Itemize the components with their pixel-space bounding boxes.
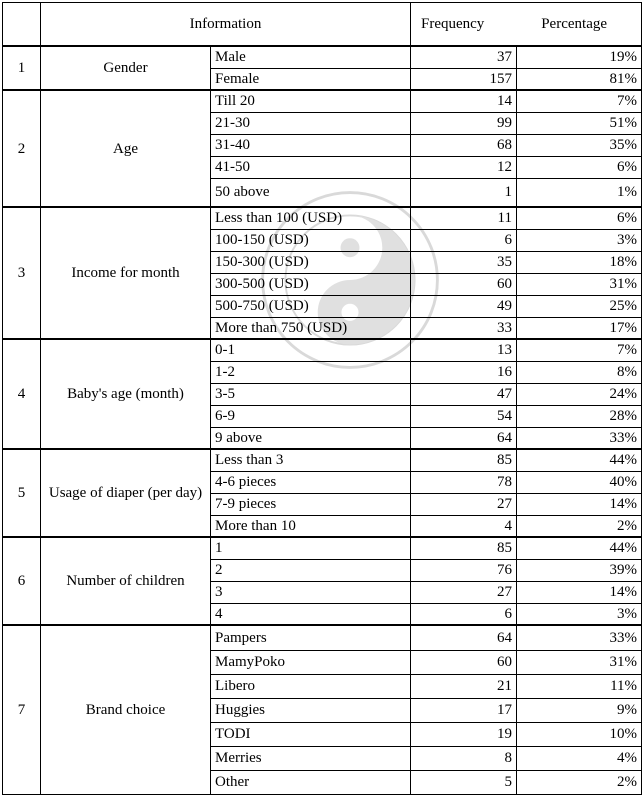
- frequency-value: 11: [411, 207, 517, 229]
- attribute-label: 1: [211, 537, 411, 559]
- percentage-value: 17%: [517, 317, 642, 339]
- attribute-label: Less than 3: [211, 449, 411, 471]
- frequency-value: 33: [411, 317, 517, 339]
- percentage-value: 31%: [517, 650, 642, 674]
- group-number: 7: [3, 625, 41, 794]
- attribute-label: 4-6 pieces: [211, 471, 411, 493]
- percentage-value: 8%: [517, 361, 642, 383]
- percentage-value: 35%: [517, 134, 642, 156]
- percentage-value: 33%: [517, 427, 642, 449]
- frequency-value: 85: [411, 449, 517, 471]
- attribute-label: 21-30: [211, 112, 411, 134]
- attribute-label: 150-300 (USD): [211, 251, 411, 273]
- frequency-value: 54: [411, 405, 517, 427]
- percentage-value: 6%: [517, 156, 642, 178]
- table-row: [3, 90, 642, 112]
- frequency-value: 64: [411, 427, 517, 449]
- header-number-cell: [3, 3, 41, 47]
- frequency-value: 85: [411, 537, 517, 559]
- attribute-label: Male: [211, 46, 411, 68]
- attribute-label: Less than 100 (USD): [211, 207, 411, 229]
- attribute-label: Female: [211, 68, 411, 90]
- attribute-label: Till 20: [211, 90, 411, 112]
- frequency-value: 14: [411, 90, 517, 112]
- group-number: 1: [3, 46, 41, 90]
- percentage-value: 4%: [517, 746, 642, 770]
- frequency-value: 27: [411, 493, 517, 515]
- percentage-value: 2%: [517, 515, 642, 537]
- attribute-label: 41-50: [211, 156, 411, 178]
- group-number: 6: [3, 537, 41, 625]
- frequency-value: 17: [411, 698, 517, 722]
- attribute-label: 3-5: [211, 383, 411, 405]
- percentage-value: 14%: [517, 493, 642, 515]
- frequency-value: 6: [411, 229, 517, 251]
- frequency-value: 35: [411, 251, 517, 273]
- percentage-value: 18%: [517, 251, 642, 273]
- percentage-value: 39%: [517, 559, 642, 581]
- attribute-label: 7-9 pieces: [211, 493, 411, 515]
- attribute-label: 3: [211, 581, 411, 603]
- group-category: Baby's age (month): [41, 339, 211, 449]
- frequency-value: 21: [411, 674, 517, 698]
- header-values-cell: [411, 3, 642, 47]
- percentage-value: 9%: [517, 698, 642, 722]
- frequency-value: 68: [411, 134, 517, 156]
- table-header-row: [3, 3, 642, 47]
- percentage-value: 11%: [517, 674, 642, 698]
- percentage-value: 44%: [517, 537, 642, 559]
- percentage-value: 19%: [517, 46, 642, 68]
- frequency-value: 47: [411, 383, 517, 405]
- table-row: [3, 625, 642, 650]
- attribute-label: MamyPoko: [211, 650, 411, 674]
- frequency-value: 157: [411, 68, 517, 90]
- percentage-value: 40%: [517, 471, 642, 493]
- percentage-value: 6%: [517, 207, 642, 229]
- attribute-label: More than 750 (USD): [211, 317, 411, 339]
- frequency-value: 13: [411, 339, 517, 361]
- frequency-value: 27: [411, 581, 517, 603]
- attribute-label: 2: [211, 559, 411, 581]
- frequency-value: 1: [411, 178, 517, 207]
- percentage-value: 51%: [517, 112, 642, 134]
- percentage-value: 24%: [517, 383, 642, 405]
- group-category: Gender: [41, 46, 211, 90]
- attribute-label: More than 10: [211, 515, 411, 537]
- group-category: Usage of diaper (per day): [41, 449, 211, 537]
- group-category: Brand choice: [41, 625, 211, 794]
- frequency-value: 6: [411, 603, 517, 625]
- percentage-value: 10%: [517, 722, 642, 746]
- attribute-label: 31-40: [211, 134, 411, 156]
- table-row: [3, 46, 642, 68]
- frequency-value: 5: [411, 770, 517, 794]
- frequency-value: 4: [411, 515, 517, 537]
- table-body: [3, 46, 642, 794]
- frequency-value: 60: [411, 273, 517, 295]
- percentage-value: 33%: [517, 625, 642, 650]
- percentage-value: 25%: [517, 295, 642, 317]
- percentage-value: 7%: [517, 90, 642, 112]
- percentage-value: 31%: [517, 273, 642, 295]
- frequency-value: 19: [411, 722, 517, 746]
- attribute-label: 4: [211, 603, 411, 625]
- percentage-value: 14%: [517, 581, 642, 603]
- group-category: Age: [41, 90, 211, 207]
- attribute-label: 9 above: [211, 427, 411, 449]
- percentage-value: 44%: [517, 449, 642, 471]
- table-row: [3, 339, 642, 361]
- frequency-value: 8: [411, 746, 517, 770]
- table-row: [3, 207, 642, 229]
- attribute-label: Libero: [211, 674, 411, 698]
- attribute-label: 500-750 (USD): [211, 295, 411, 317]
- frequency-value: 60: [411, 650, 517, 674]
- group-number: 2: [3, 90, 41, 207]
- percentage-value: 81%: [517, 68, 642, 90]
- frequency-value: 16: [411, 361, 517, 383]
- attribute-label: Other: [211, 770, 411, 794]
- percentage-value: 28%: [517, 405, 642, 427]
- frequency-value: 99: [411, 112, 517, 134]
- attribute-label: Pampers: [211, 625, 411, 650]
- header-frequency: Frequency: [421, 16, 485, 32]
- table-row: [3, 449, 642, 471]
- group-number: 3: [3, 207, 41, 339]
- header-information: Information: [41, 3, 411, 47]
- attribute-label: 300-500 (USD): [211, 273, 411, 295]
- attribute-label: TODI: [211, 722, 411, 746]
- percentage-value: 1%: [517, 178, 642, 207]
- attribute-label: 100-150 (USD): [211, 229, 411, 251]
- group-category: Number of children: [41, 537, 211, 625]
- group-number: 5: [3, 449, 41, 537]
- frequency-value: 64: [411, 625, 517, 650]
- group-category: Income for month: [41, 207, 211, 339]
- attribute-label: 0-1: [211, 339, 411, 361]
- attribute-label: 50 above: [211, 178, 411, 207]
- percentage-value: 3%: [517, 229, 642, 251]
- attribute-label: Merries: [211, 746, 411, 770]
- survey-table: [2, 2, 642, 795]
- frequency-value: 12: [411, 156, 517, 178]
- table-row: [3, 537, 642, 559]
- attribute-label: 6-9: [211, 405, 411, 427]
- attribute-label: 1-2: [211, 361, 411, 383]
- percentage-value: 3%: [517, 603, 642, 625]
- frequency-value: 49: [411, 295, 517, 317]
- frequency-value: 37: [411, 46, 517, 68]
- percentage-value: 2%: [517, 770, 642, 794]
- frequency-value: 78: [411, 471, 517, 493]
- attribute-label: Huggies: [211, 698, 411, 722]
- frequency-value: 76: [411, 559, 517, 581]
- percentage-value: 7%: [517, 339, 642, 361]
- group-number: 4: [3, 339, 41, 449]
- header-percentage: Percentage: [541, 16, 608, 32]
